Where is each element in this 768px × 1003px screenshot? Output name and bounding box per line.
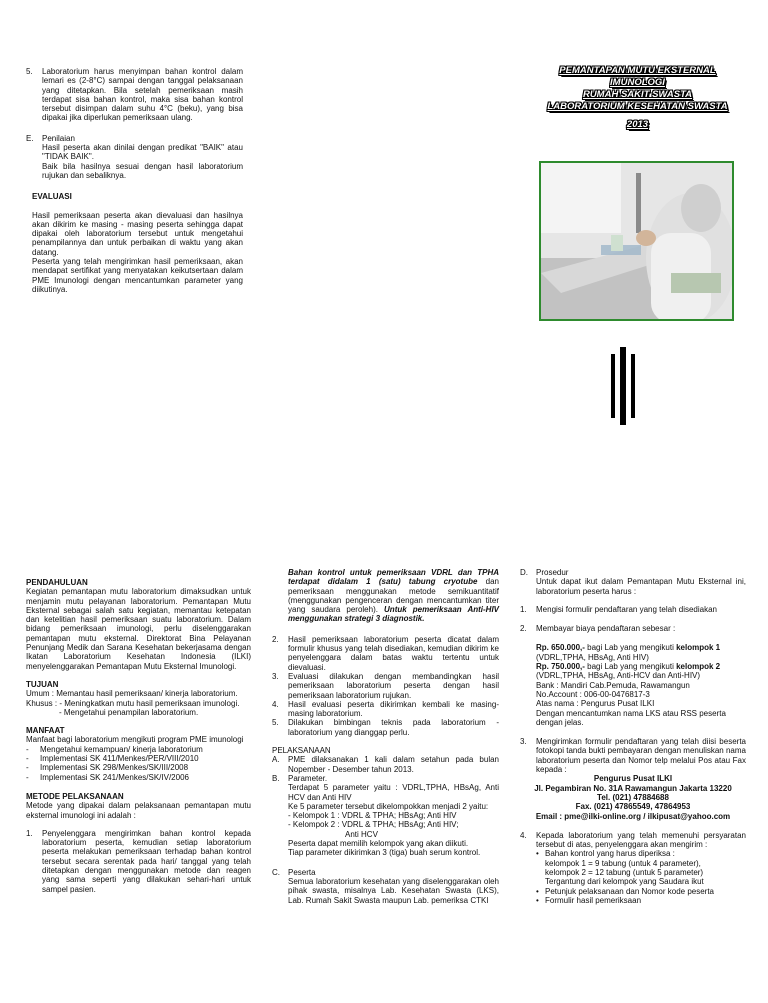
cover-title bbox=[515, 65, 760, 131]
cover-title-year: 2013 bbox=[626, 119, 649, 130]
penilaian-title: Penilaian bbox=[42, 133, 75, 143]
pelaksanaan-heading: PELAKSANAAN bbox=[272, 746, 331, 756]
manfaat-intro: Manfaat bagi laboratorium mengikuti program PME imunologi bbox=[26, 735, 244, 745]
evaluasi-heading: EVALUASI bbox=[32, 192, 72, 202]
pendahuluan-heading: PENDAHULUAN bbox=[26, 578, 88, 587]
prosedur-item-4: 4. Kepada laboratorium yang telah memenuhi persyaratan tersebut di atas, penyelenggara akan mengirim : • Bahan kontrol yang harus diperiksa : kelompok 1 = 9 tabung (untuk 4 parameter), kelompok 2 = 12 tabung (untuk 5 parameter) Tergantung dari kelompok yang Saudara ikut • Petunjuk pelaksanaan dan Nomor kode peserta • Formulir hasil pemeriksaan bbox=[520, 830, 746, 905]
metode-intro: Metode yang dipakai dalam pelaksanaan pemantapan mutu eksternal imunologi ini adalah : bbox=[26, 801, 251, 820]
list-item: 2. Hasil pemeriksaan laboratorium peserta dicatat dalam formulir khusus yang telah disediakan, kemudian dikirim ke penyelenggara dalam batas waktu tertentu untuk dievaluasi. bbox=[272, 634, 499, 672]
pelaksanaan-c: C. Peserta Semua laboratorium kesehatan yang diselenggarakan oleh pihak swasta, misalnya Lab. Kesehatan Swasta (LKS), Lab. Rumah Sakit Swasta maupun Lab. pemeriksa CTKI bbox=[272, 867, 499, 905]
laboratory-photo bbox=[539, 161, 734, 321]
list-item: • Bahan kontrol yang harus diperiksa : kelompok 1 = 9 tabung (untuk 4 parameter), kelompok 2 = 12 tabung (untuk 5 parameter) Tergantung dari kelompok yang Saudara ikut bbox=[536, 849, 704, 887]
prosedur-item-2: 2. Membayar biaya pendaftaran sebesar : Rp. 650.000,- bagi Lab yang mengikuti kelompok 1 (VDRL,TPHA, HBsAg, Anti HIV) Rp. 750.000,- bagi Lab yang mengikuti kelompok 2 (VDRL,TPHA, HBsAg, Anti-HCV dan Anti-HIV) Bank : Mandiri Cab.Pemuda, Rawamangun No.Account : 006-00-0476817-3 Atas nama : Pengurus Pusat ILKI Dengan mencantumkan nama LKS atau RSS peserta dengan jelas. bbox=[520, 624, 726, 727]
cover-title-line-1: PEMANTAPAN MUTU EKSTERNAL bbox=[559, 65, 716, 76]
list-item: - Implementasi SK 411/Menkes/PER/VIII/2010 bbox=[26, 754, 199, 764]
list-item: • Petunjuk pelaksanaan dan Nomor kode peserta bbox=[536, 886, 714, 896]
manfaat-heading: MANFAAT bbox=[26, 726, 65, 736]
list-item: • Formulir hasil pemeriksaan bbox=[536, 895, 642, 905]
prosedur-item-3: 3. Mengirimkan formulir pendaftaran yang telah diisi beserta fotokopi tanda bukti pembayaran dengan menuliskan nama laboratorium peserta dan Nomor telp melalui Pos atau Fax kepada : bbox=[520, 737, 746, 775]
manfaat-list bbox=[26, 745, 251, 782]
item-5 bbox=[26, 67, 243, 123]
list-item: - Implementasi SK 241/Menkes/SK/IV/2006 bbox=[26, 772, 189, 782]
tujuan-khusus-1: Khusus : - Meningkatkan mutu hasil pemeriksaan imunologi. bbox=[26, 698, 240, 708]
metode-items bbox=[272, 635, 499, 737]
pendahuluan-text: Kegiatan pemantapan mutu laboratorium dimaksudkan untuk menjamin mutu pelayanan laboratorium. Pemantapan Mutu Eksternal sebagai salah satu kegiatan, memantau ketepatan dan ketelitian hasil pemeriksaan suatu laboratorium. Dalam bidang pemeriksaan imunologi, perlu diselenggarakan pemantapan mutu eksternal. Direktorat Bina Pelayanan Penunjang Medik dan Sarana Kesehatan bekerjasama dengan Ikatan Laboratorium Kesehatan Indonesia (ILKI) menyelenggarakan Pemantapan Mutu Eksternal Imunologi. bbox=[26, 587, 251, 671]
metode-item-1: 1. Penyelenggara mengirimkan bahan kontrol kepada laboratorium peserta, kemudian setiap laboratorium peserta melakukan pemeriksaan terhadap bahan kontrol tersebut secara serentak pada hari/ tanggal yang telah ditetapkan dengan menggunakan metode dan reagen yang sama seperti yang dilakukan sehari-hari untuk sampel pasien. bbox=[26, 828, 251, 894]
bar-1 bbox=[611, 354, 615, 418]
item-number: 5. bbox=[26, 67, 33, 76]
prosedur-item-1: 1. Mengisi formulir pendaftaran yang telah disediakan bbox=[520, 604, 717, 614]
pelaksanaan-b: B. Parameter. Terdapat 5 parameter yaitu : VDRL,TPHA, HBsAg, Anti HCV dan Anti HIV Ke 5 parameter tersebut dikelompokkan menjadi 2 yaitu: - Kelompok 1 : VDRL & TPHA; HBsAg; Anti HIV - Kelompok 2 : VDRL & TPHA; HBsAg; Anti HIV; Anti HCV Peserta dapat memilih kelompok yang akan diikuti. Tiap parameter dikirimkan 3 (tiga) buah serum kontrol. bbox=[272, 773, 499, 858]
list-item: 3. Evaluasi dilakukan dengan membandingkan hasil pemeriksaan laboratorium peserta dengan hasil pemeriksaan laboratorium rujukan. bbox=[272, 671, 499, 700]
list-item: - Implementasi SK 298/Menkes/SK/III/2008 bbox=[26, 763, 189, 773]
bahan-kontrol-paragraph: Bahan kontrol untuk pemeriksaan VDRL dan TPHA terdapat didalam 1 (satu) tabung cryotube dan pemeriksaan menggunakan metode semikuantitatif (menggunakan pengenceran dengan mencantumkan titer yang saudara peroleh). Untuk pemeriksaan Anti-HIV menggunakan strategi 3 diagnostik. bbox=[288, 568, 499, 624]
laboratory-scene-icon bbox=[541, 163, 734, 321]
prosedur: D. Prosedur Untuk dapat ikut dalam Pemantapan Mutu Eksternal ini, laboratorium peserta harus : bbox=[520, 568, 746, 596]
left-top-column bbox=[26, 67, 243, 294]
list-item: - Mengetahui kemampuan/ kinerja laboratorium bbox=[26, 744, 203, 754]
list-item: 4. Hasil evaluasi peserta dikirimkan kembali ke masing-masing laboratorium. bbox=[272, 699, 499, 719]
bar-2 bbox=[620, 347, 626, 425]
penilaian-text-1: Hasil peserta akan dinilai dengan predikat "BAIK" atau "TIDAK BAIK". bbox=[42, 143, 243, 162]
evaluasi-paragraph-2: Peserta yang telah mengirimkan hasil pemeriksaan, akan mendapat sertifikat yang menyatakan keikutsertaan dalam PME Imunologi dengan mencantumkan parameter yang diikutinya. bbox=[32, 257, 243, 294]
cover-title-line-3: RUMAH SAKIT SWASTA bbox=[582, 89, 693, 100]
bar-3 bbox=[631, 354, 635, 418]
right-bottom-column bbox=[520, 568, 746, 905]
left-bottom-column bbox=[26, 578, 251, 894]
kiriman-list bbox=[536, 849, 746, 905]
list-item: 5. Dilakukan bimbingan teknis pada laboratorium - laboratorium yang dianggap perlu. bbox=[272, 718, 499, 737]
cover-title-line-4: LABORATORIUM KESEHATAN SWASTA bbox=[547, 101, 728, 112]
item-text: Laboratorium harus menyimpan bahan kontrol dalam lemari es (2-8°C) sampai dengan tanggal pelaksanaan yang ditetapkan. Bila setelah pemeriksaan masih terdapat sisa bahan kontrol, maka sisa bahan kontrol tersebut disimpan dalam suhu 4°C (beku), yang bisa dipakai jika diperlukan pemeriksaan ulang. bbox=[42, 67, 243, 123]
contact-address: Pengurus Pusat ILKI Jl. Pegambiran No. 31A Rawamangun Jakarta 13220 Tel. (021) 47884688 Fax. (021) 47865549, 47864953 Email : pme@ilki-online.org / ilkipusat@yahoo.com bbox=[534, 774, 732, 821]
item-letter: E. bbox=[26, 133, 34, 143]
metode-heading: METODE PELAKSANAAN bbox=[26, 791, 124, 801]
pelaksanaan-a: A. PME dilaksanakan 1 kali dalam setahun pada bulan Nopember - Desember tahun 2013. bbox=[272, 755, 499, 774]
decorative-bars bbox=[611, 347, 635, 425]
tujuan-khusus-2: - Mengetahui penampilan laboratorium. bbox=[59, 707, 199, 717]
penilaian-text-2: Baik bila hasilnya sesuai dengan hasil laboratorium rujukan dan sebaliknya. bbox=[42, 161, 243, 180]
cover-title-line-2: IMUNOLOGI bbox=[610, 77, 665, 88]
tujuan-heading: TUJUAN bbox=[26, 679, 59, 689]
tujuan-umum: Umum : Memantau hasil pemeriksaan/ kinerja laboratorium. bbox=[26, 689, 238, 699]
item-e bbox=[26, 134, 243, 180]
middle-bottom-column bbox=[272, 568, 499, 905]
evaluasi-paragraph-1: Hasil pemeriksaan peserta akan dievaluasi dan hasilnya akan dikirim ke masing - masing peserta sehingga dapat dipakai oleh laboratorium tersebut untuk mengetahui penampilannya dan untuk perbaikan di waktu yang akan datang. bbox=[32, 210, 243, 257]
